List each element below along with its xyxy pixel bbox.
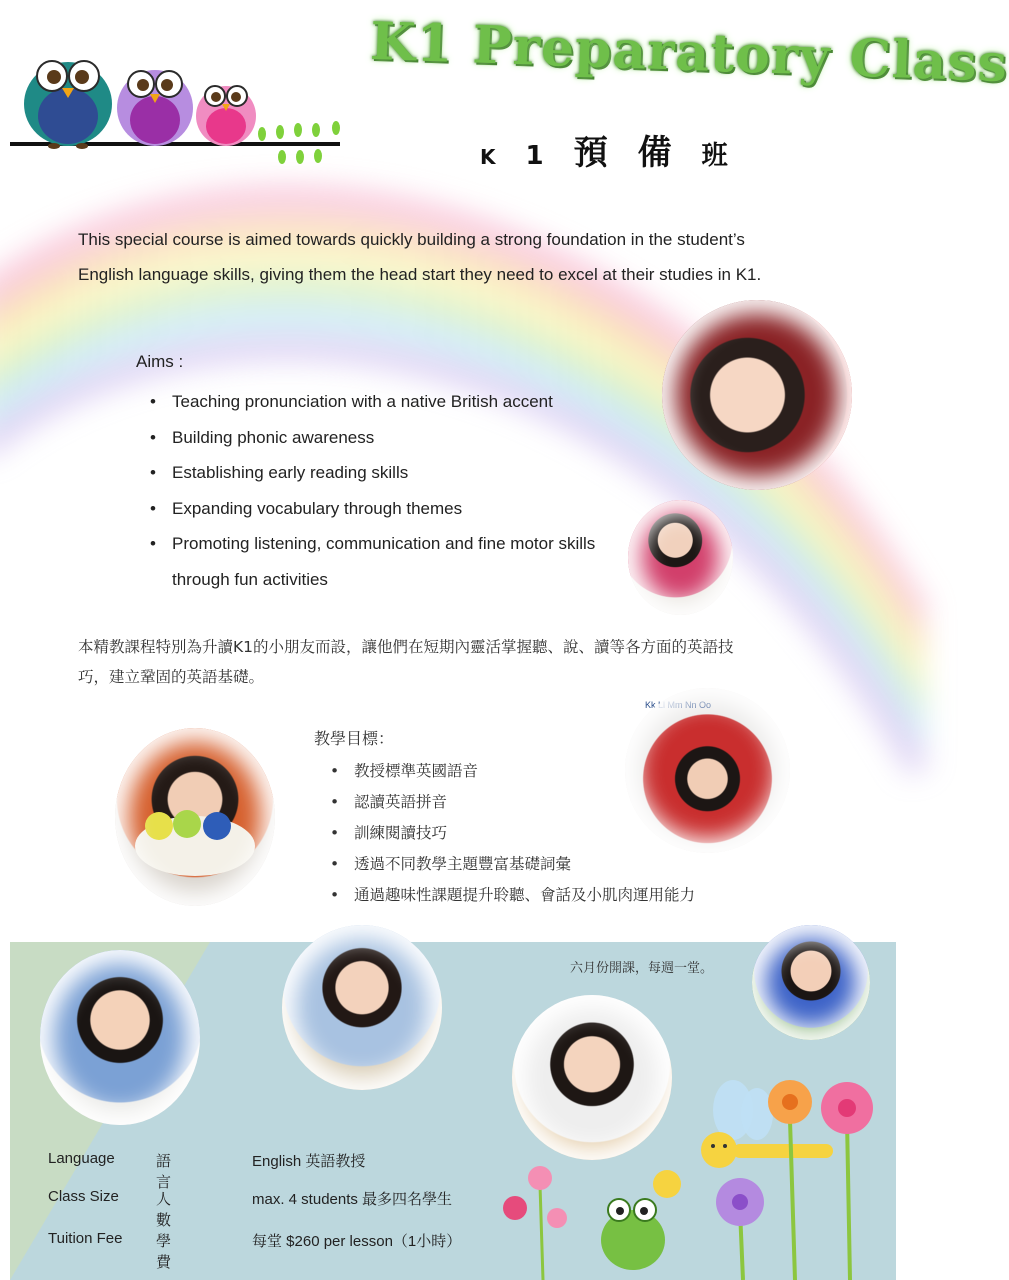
info-label-en: Class Size	[48, 1188, 119, 1205]
list-item: • 透過不同教學主題豐富基礎詞彙	[330, 849, 695, 880]
owls-illustration	[10, 36, 355, 171]
info-value: 每堂 $260 per lesson（1小時）	[252, 1233, 462, 1250]
info-label-en: Tuition Fee	[48, 1230, 123, 1247]
frog-icon	[601, 1170, 681, 1270]
info-label-zh: 人數	[156, 1190, 172, 1229]
page-title: K1 Preparatory Class	[369, 10, 1009, 95]
girl-photo-jacket	[282, 925, 442, 1090]
intro-en: This special course is aimed towards quickly building a strong foundation in the student’s English language skills, giving them the head start they need to excel at their studies in K1.	[78, 230, 762, 284]
info-value: English 英語教授	[252, 1153, 366, 1170]
child-photo-letter-k	[628, 500, 733, 615]
children-photo-ghosts	[625, 688, 790, 853]
owl-craft-plate	[115, 728, 275, 906]
schedule-note: 六月份開課，每週一堂。	[570, 961, 714, 976]
aims-heading-en: Aims :	[136, 352, 184, 371]
owl-purple	[117, 70, 193, 146]
info-label-en: Language	[48, 1150, 115, 1167]
alphabet-banner: Kk Ll Mm Nn Oo	[645, 700, 712, 710]
info-label-zh: 語言	[156, 1152, 172, 1191]
list-item: • Building phonic awareness	[150, 420, 620, 456]
boy-photo-smiling	[40, 950, 200, 1125]
aims-heading-zh: 教學目標：	[314, 729, 395, 748]
flower-icon	[503, 1166, 567, 1280]
list-item: • Teaching pronunciation with a native British accent	[150, 384, 620, 420]
dragonfly-icon	[701, 1080, 833, 1168]
page-subtitle-zh: K 1 預 備 班	[480, 133, 728, 173]
info-row-language	[48, 1150, 366, 1191]
flower-icon	[716, 1178, 764, 1280]
list-item: • 訓練閱讀技巧	[330, 818, 695, 849]
garden-illustration	[495, 1070, 895, 1280]
child-photo-owl-craft	[115, 728, 275, 906]
child-photo-tongue	[662, 300, 852, 490]
list-item: • Promoting listening, communication and fine motor skills through fun activities	[150, 526, 620, 597]
list-item: • 通過趣味性課題提升聆聽、會話及小肌肉運用能力	[330, 880, 695, 911]
owl-pink	[196, 86, 256, 146]
list-item: • Establishing early reading skills	[150, 455, 620, 491]
info-label-zh: 學費	[156, 1232, 172, 1271]
intro-zh: 本精教課程特別為升讀K1的小朋友而設，讓他們在短期內靈活掌握聽、說、讀等各方面的英語技巧，建立鞏固的英語基礎。	[78, 638, 734, 686]
boy-photo-tongue	[752, 925, 870, 1040]
list-item: • 教授標準英國語音	[330, 756, 695, 787]
flower-icon	[768, 1080, 812, 1280]
flower-icon	[821, 1082, 873, 1280]
aims-list-en	[150, 384, 620, 597]
list-item: • 認讀英語拼音	[330, 787, 695, 818]
list-item: • Expanding vocabulary through themes	[150, 491, 620, 527]
owl-teal	[24, 61, 112, 149]
info-row-class-size	[48, 1188, 453, 1229]
info-row-tuition-fee	[48, 1230, 462, 1271]
info-value: max. 4 students 最多四名學生	[252, 1191, 453, 1208]
